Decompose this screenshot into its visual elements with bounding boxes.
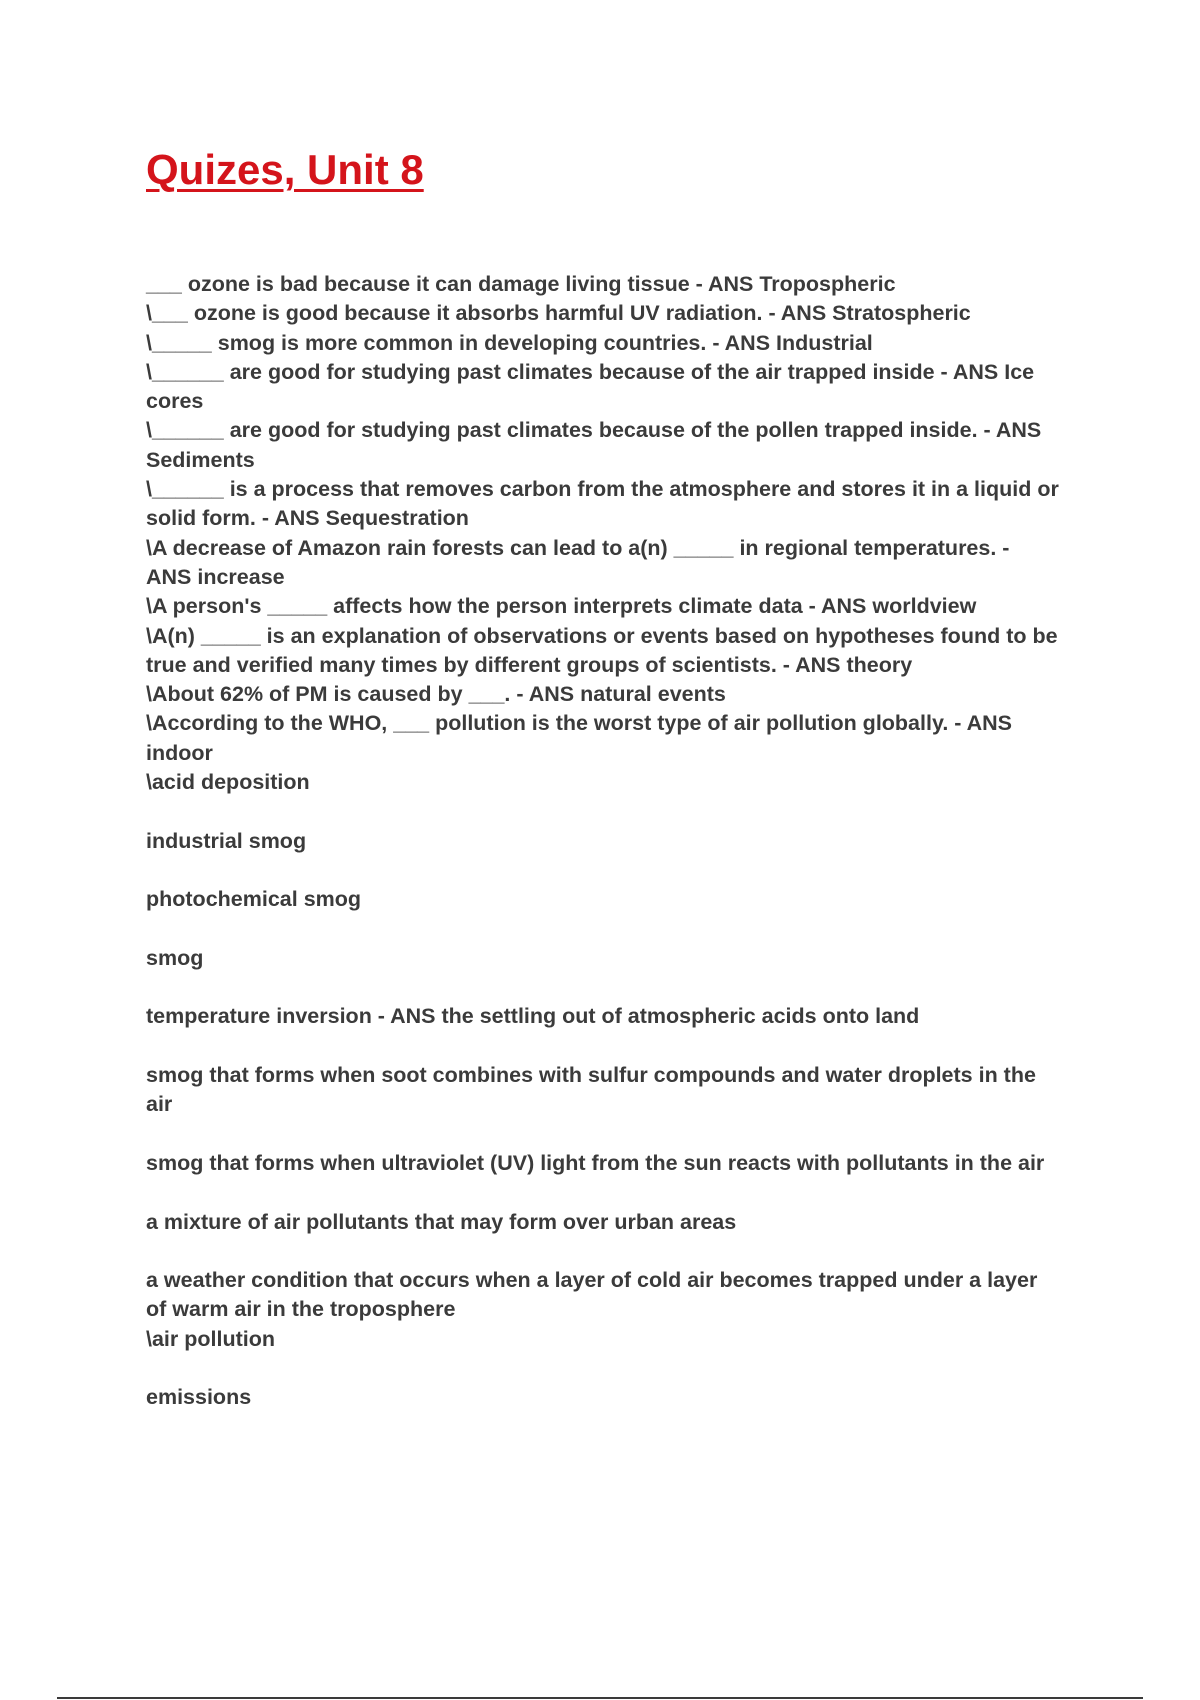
text-line: ___ ozone is bad because it can damage living tissue - ANS Tropospheric bbox=[146, 272, 896, 296]
text-line: cores bbox=[146, 389, 204, 414]
text-line: of warm air in the troposphere bbox=[146, 1297, 456, 1322]
blank-line bbox=[146, 1354, 1096, 1383]
text-line: \___ ozone is good because it absorbs harmful UV radiation. - ANS Stratospheric bbox=[146, 301, 971, 326]
blank-line bbox=[146, 1237, 1096, 1266]
text-line: solid form. - ANS Sequestration bbox=[146, 506, 469, 531]
text-line: \A(n) _____ is an explanation of observations or events based on hypotheses found to be bbox=[146, 623, 1058, 648]
text-line: \acid deposition bbox=[146, 770, 310, 795]
text-line: Sediments bbox=[146, 447, 255, 472]
text-line: \_____ smog is more common in developing countries. - ANS Industrial bbox=[146, 330, 873, 355]
text-line: smog that forms when ultraviolet (UV) light from the sun reacts with pollutants in the air bbox=[146, 1150, 1045, 1175]
page-title: Quizes, Unit 8 bbox=[146, 146, 424, 193]
text-line: \A person's _____ affects how the person interprets climate data - ANS worldview bbox=[146, 594, 977, 619]
text-line: smog bbox=[146, 945, 204, 970]
text-line: \A decrease of Amazon rain forests can lead to a(n) _____ in regional temperatures. - bbox=[146, 535, 1010, 560]
blank-line bbox=[146, 856, 1096, 885]
text-line: emissions bbox=[146, 1385, 252, 1410]
text-line: photochemical smog bbox=[146, 887, 362, 912]
text-line: temperature inversion - ANS the settling out of atmospheric acids onto land bbox=[146, 1004, 920, 1029]
blank-line bbox=[146, 973, 1096, 1002]
blank-line bbox=[146, 1178, 1096, 1207]
footer-divider bbox=[57, 1697, 1143, 1699]
text-line: true and verified many times by different groups of scientists. - ANS theory bbox=[146, 652, 913, 677]
text-line: \According to the WHO, ___ pollution is the worst type of air pollution globally. - ANS bbox=[146, 711, 1012, 736]
blank-line bbox=[146, 797, 1096, 826]
text-line: industrial smog bbox=[146, 828, 307, 853]
blank-line bbox=[146, 1120, 1096, 1149]
document-body bbox=[146, 270, 1096, 1413]
blank-line bbox=[146, 1032, 1096, 1061]
text-line: \air pollution bbox=[146, 1326, 275, 1351]
text-line: a weather condition that occurs when a layer of cold air becomes trapped under a layer bbox=[146, 1268, 1038, 1293]
text-line: \About 62% of PM is caused by ___. - ANS natural events bbox=[146, 682, 726, 707]
text-line: \______ are good for studying past climates because of the air trapped inside - ANS Ice bbox=[146, 359, 1035, 384]
text-line: air bbox=[146, 1092, 173, 1117]
text-line: indoor bbox=[146, 740, 213, 765]
blank-line bbox=[146, 915, 1096, 944]
text-line: a mixture of air pollutants that may form over urban areas bbox=[146, 1209, 737, 1234]
text-line: smog that forms when soot combines with sulfur compounds and water droplets in the bbox=[146, 1063, 1036, 1088]
text-line: \______ are good for studying past climates because of the pollen trapped inside. - ANS bbox=[146, 418, 1042, 443]
text-line: ANS increase bbox=[146, 564, 285, 589]
text-line: \______ is a process that removes carbon from the atmosphere and stores it in a liquid or bbox=[146, 477, 1059, 502]
